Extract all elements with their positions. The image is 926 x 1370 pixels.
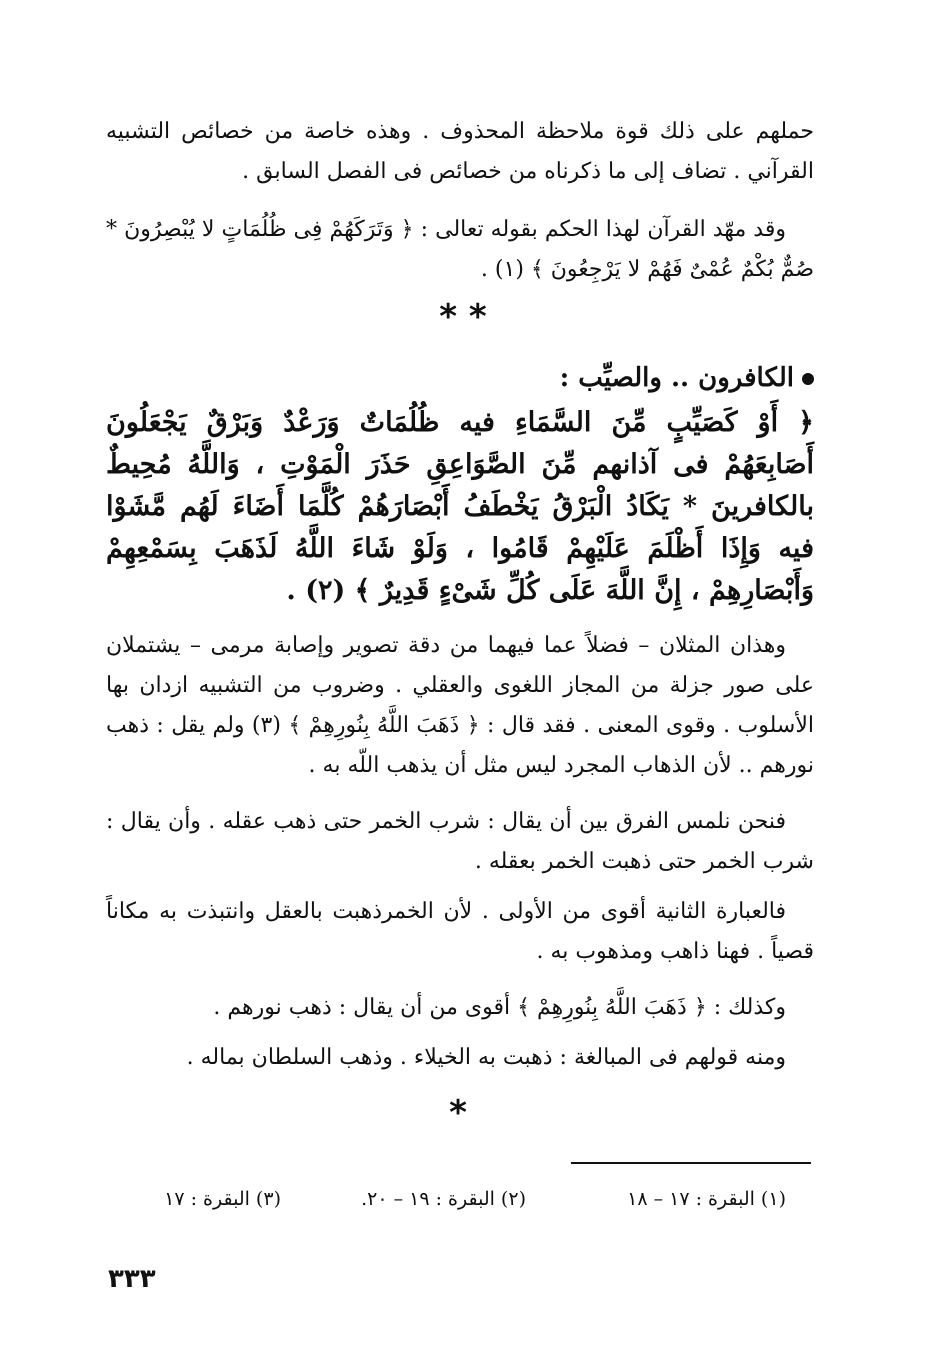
quran-verse-block: ﴿ أَوْ كَصَيِّبٍ مِّنَ السَّمَاءِ فيه ظُلُمَاتٌ وَرَعْدٌ وَبَرْقٌ يَجْعَلُونَ أَصَابِعَهُمْ فى آذانهم مِّنَ الصَّوَاعِقِ حَذَرَ الْمَوْتِ ، وَاللَّهُ مُحِيطٌ بالكافرينَ * يَكَادُ الْبَرْقُ يَخْطَفُ أَبْصَارَهُمْ كُلَّمَا أَضَاءَ لَهُم مَّشَوْا فيه وَإِذَا أَظْلَمَ عَلَيْهِمْ قَامُوا ، وَلَوْ شَاءَ اللَّهُ لَذَهَبَ بِسَمْعِهِمْ وَأَبْصَارِهِمْ ، إِنَّ اللَّهَ عَلَى كُلِّ شَىْءٍ قَدِيرٌ ﴾ (٢) .: [106, 407, 814, 606]
paragraph-1: حملهم على ذلك قوة ملاحظة المحذوف . وهذه خاصة من خصائص التشبيه القرآني . تضاف إلى ما ذكرناه من خصائص فى الفصل السابق .: [106, 119, 814, 184]
footnote-1: (١) البقرة : ١٧ – ١٨: [627, 1188, 786, 1210]
page-number: ٣٣٣: [108, 1264, 156, 1294]
paragraph-2-quran-citation: وقد مهّد القرآن لهذا الحكم بقوله تعالى : ﴿ وَتَرَكَهُمْ فِى ظُلُمَاتٍ لا يُبْصِرُونَ * صُمٌّ بُكْمٌ عُمْىٌ فَهُمْ لا يَرْجِعُونَ ﴾ (١) .: [106, 217, 814, 282]
section-divider-stars: * *: [439, 297, 487, 337]
footnotes: [146, 1184, 786, 1214]
paragraph-4: فنحن نلمس الفرق بين أن يقال : شرب الخمر حتى ذهب عقله . وأن يقال : شرب الخمر حتى ذهبت الخمر بعقله .: [106, 809, 814, 874]
section-heading: [560, 358, 814, 398]
end-divider-star: *: [449, 1093, 467, 1133]
section-heading-text: الكافرون .. والصيِّب :: [559, 363, 794, 393]
paragraph-3: وهذان المثلان – فضلاً عما فيهما من دقة تصوير وإصابة مرمى – يشتملان على صور جزلة من المجاز اللغوى والعقلي . وضروب من التشبيه ازدان بها الأسلوب . وقوى المعنى . فقد قال : ﴿ ذَهَبَ اللَّهُ بِنُورِهِمْ ﴾ (٣) ولم يقل : ذهب نورهم .. لأن الذهاب المجرد ليس مثل أن يذهب اللّه به .: [106, 633, 814, 778]
footnote-separator: [571, 1162, 811, 1164]
footnote-3: (٣) البقرة : ١٧: [164, 1188, 281, 1210]
footnote-2: (٢) البقرة : ١٩ – ٢٠.: [361, 1188, 526, 1210]
paragraph-5: فالعبارة الثانية أقوى من الأولى . لأن الخمرذهبت بالعقل وانتبذت به مكاناً قصياً . فهنا ذاهب ومذهوب به .: [106, 899, 814, 964]
paragraph-7: ومنه قولهم فى المبالغة : ذهبت به الخيلاء . وذهب السلطان بماله .: [186, 1045, 786, 1070]
bullet-icon: [802, 373, 814, 385]
paragraph-6: وكذلك : ﴿ ذَهَبَ اللَّهُ بِنُورِهِمْ ﴾ أقوى من أن يقال : ذهب نورهم .: [213, 995, 786, 1020]
